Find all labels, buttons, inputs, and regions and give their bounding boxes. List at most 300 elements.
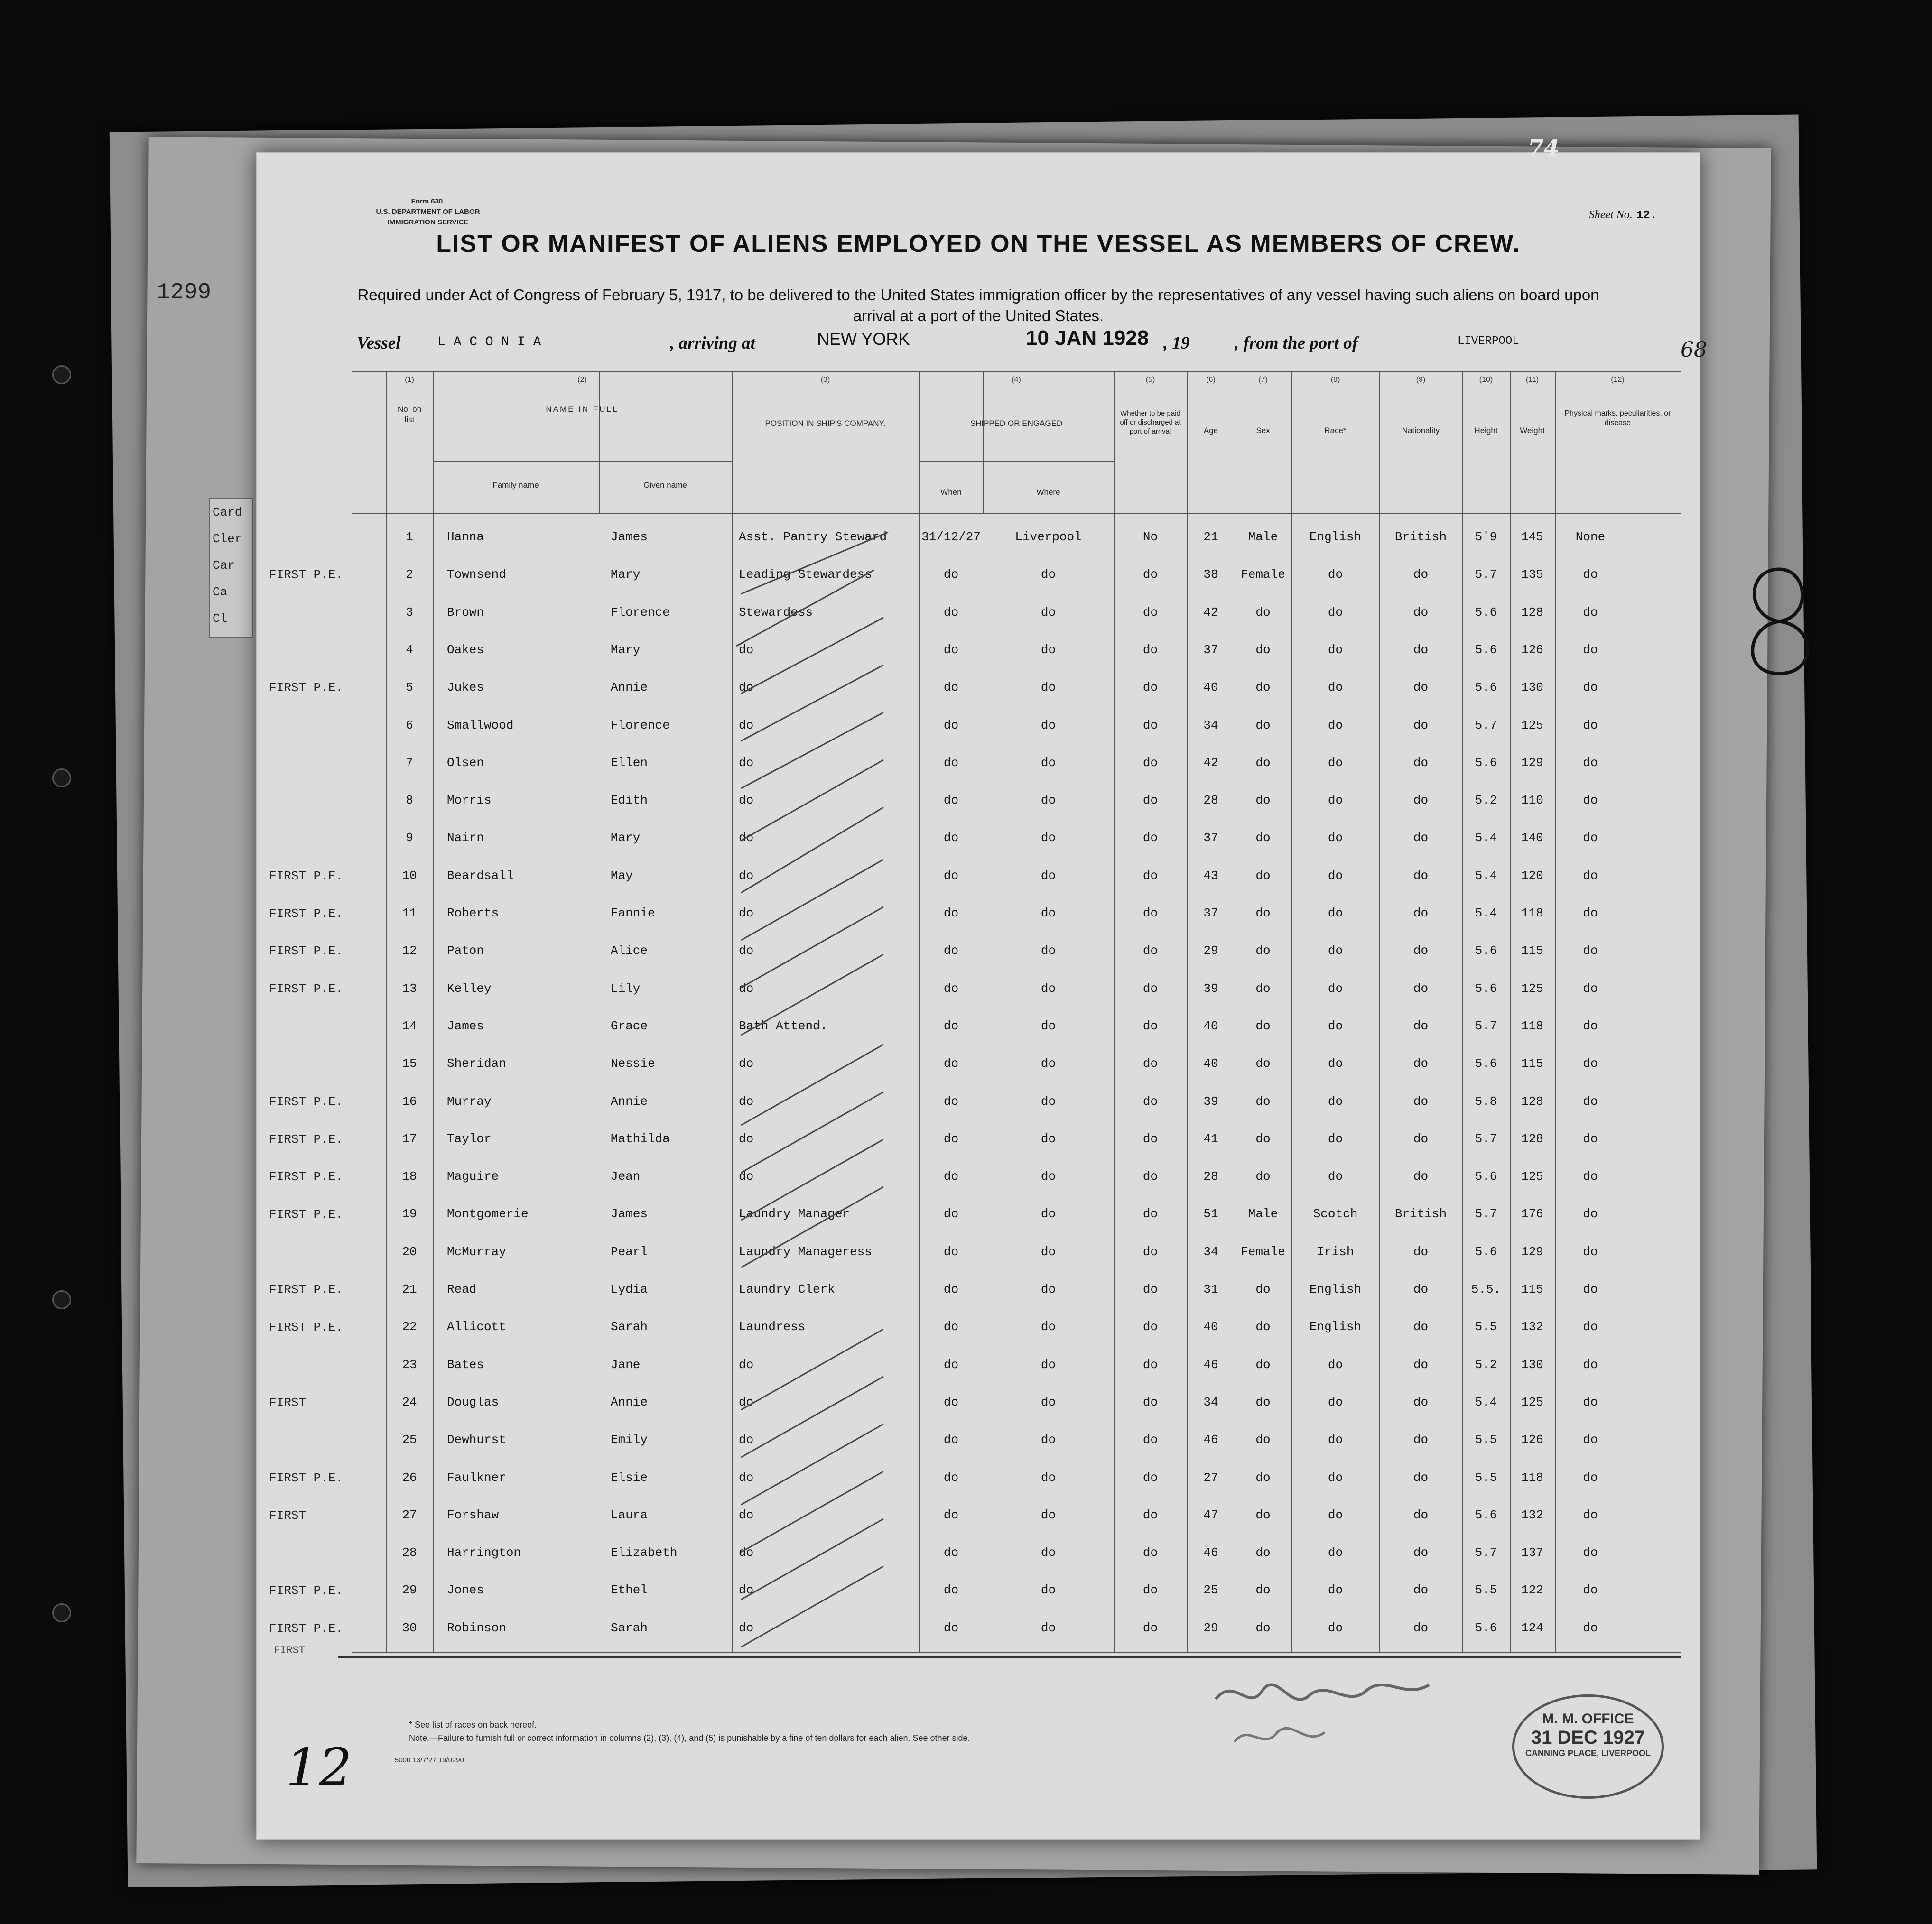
cell-position: Laundress [739, 1320, 806, 1334]
cell-height: 5.6 [1475, 680, 1497, 695]
cell-marks: do [1583, 1131, 1598, 1146]
cell-given: Jean [611, 1169, 641, 1184]
column-header-nationality: Nationality [1402, 426, 1440, 435]
cell-marks: do [1583, 642, 1598, 657]
cell-race: do [1328, 1470, 1343, 1485]
stamp-date: 31 DEC 1927 [1531, 1727, 1645, 1748]
cell-family: Robinson [447, 1620, 506, 1635]
column-header-race: Race* [1324, 426, 1347, 435]
cell-given: Ellen [611, 755, 648, 770]
pencil-stroke [741, 760, 883, 841]
table-rule [919, 461, 1114, 462]
cell-no: 26 [402, 1470, 417, 1485]
cell-height: 5.6 [1475, 1056, 1497, 1071]
cell-nationality: do [1413, 1470, 1429, 1485]
cell-family: Nairn [447, 831, 484, 845]
cell-family: Paton [447, 944, 484, 958]
cell-sex: do [1255, 1433, 1271, 1447]
table-row [352, 706, 1681, 744]
cell-nationality: do [1413, 1620, 1429, 1635]
side-card-label: Ca [213, 585, 228, 599]
cell-race: do [1328, 1056, 1343, 1071]
closing-rule [338, 1656, 1681, 1658]
cell-paid: do [1142, 1018, 1158, 1033]
table-row [269, 1120, 1681, 1158]
cell-marks: do [1583, 981, 1598, 996]
cell-no: 20 [402, 1244, 417, 1259]
cell-marks: do [1583, 1583, 1598, 1598]
cell-marks: do [1583, 755, 1598, 770]
cell-weight: 115 [1521, 944, 1543, 958]
pencil-stroke [741, 907, 883, 988]
binder-hole [52, 365, 71, 384]
cell-sex: do [1255, 605, 1271, 620]
table-row [269, 1157, 1681, 1195]
cell-where: do [1040, 642, 1056, 657]
cell-nationality: do [1413, 1508, 1429, 1522]
margin-first-pe-mark: FIRST P.E. [269, 869, 344, 883]
cell-position: Laundry Clerk [739, 1282, 835, 1296]
cell-paid: do [1142, 1244, 1158, 1259]
cell-no: 18 [402, 1169, 417, 1184]
column-header-when: When [940, 488, 962, 497]
table-row [269, 970, 1681, 1008]
cell-marks: do [1583, 868, 1598, 883]
table-row [269, 1195, 1681, 1233]
column-number: (10) [1479, 376, 1493, 384]
cell-given: Sarah [611, 1620, 648, 1635]
cell-race: do [1328, 680, 1343, 695]
table-row [352, 1346, 1681, 1384]
stamp-office: M. M. OFFICE [1542, 1711, 1634, 1727]
cell-no: 13 [402, 981, 417, 996]
table-row [352, 744, 1681, 782]
cell-when: do [943, 567, 959, 582]
column-number: (4) [1012, 376, 1021, 384]
cell-nationality: do [1413, 906, 1429, 920]
cell-nationality: do [1413, 944, 1429, 958]
cell-no: 14 [402, 1018, 417, 1033]
cell-sex: do [1255, 755, 1271, 770]
cell-given: James [611, 1207, 648, 1221]
cell-family: Jukes [447, 680, 484, 695]
column-number: (9) [1416, 376, 1426, 384]
cell-where: Liverpool [1015, 530, 1082, 544]
cell-family: Brown [447, 605, 484, 620]
table-row [269, 1082, 1681, 1120]
cell-weight: 132 [1521, 1320, 1543, 1334]
cell-given: Florence [611, 718, 670, 732]
cell-family: Harrington [447, 1545, 521, 1560]
cell-given: Annie [611, 1094, 648, 1109]
cell-race: do [1328, 567, 1343, 582]
cell-race: English [1309, 1282, 1362, 1296]
cell-when: do [943, 868, 959, 883]
cell-weight: 128 [1521, 605, 1543, 620]
cell-nationality: do [1413, 755, 1429, 770]
cell-marks: do [1583, 831, 1598, 845]
cell-nationality: do [1413, 1433, 1429, 1447]
cell-when: do [943, 1131, 959, 1146]
cell-when: do [943, 718, 959, 732]
cell-when: do [943, 755, 959, 770]
cell-marks: do [1583, 1470, 1598, 1485]
cell-position: do [739, 642, 754, 657]
column-number: (5) [1145, 376, 1155, 384]
cell-marks: do [1583, 1545, 1598, 1560]
cell-paid: do [1142, 1433, 1158, 1447]
margin-first-pe-mark: FIRST P.E. [269, 944, 344, 959]
cell-position: do [739, 1545, 754, 1560]
cell-weight: 115 [1521, 1282, 1543, 1296]
cell-when: 31/12/27 [921, 530, 981, 544]
cell-family: Forshaw [447, 1508, 499, 1522]
cell-nationality: do [1413, 680, 1429, 695]
vessel-line [357, 326, 1685, 361]
cell-race: do [1328, 831, 1343, 845]
cell-position: do [739, 718, 754, 732]
cell-where: do [1040, 1320, 1056, 1334]
cell-position: Bath Attend. [739, 1018, 828, 1033]
cell-height: 5.4 [1475, 831, 1497, 845]
cell-when: do [943, 680, 959, 695]
from-label: , from the port of [1235, 333, 1358, 353]
cell-position: do [739, 1357, 754, 1372]
cell-age: 21 [1203, 530, 1218, 544]
cell-where: do [1040, 1207, 1056, 1221]
cell-given: Nessie [611, 1056, 655, 1071]
cell-race: do [1328, 1131, 1343, 1146]
pencil-stroke [736, 570, 874, 646]
table-row [269, 1609, 1681, 1647]
cell-no: 15 [402, 1056, 417, 1071]
cell-when: do [943, 944, 959, 958]
cell-sex: do [1255, 718, 1271, 732]
column-number: (11) [1525, 376, 1539, 384]
side-card-label: Cler [213, 532, 242, 546]
cell-paid: do [1142, 1169, 1158, 1184]
signature-stroke [1235, 1728, 1325, 1742]
cell-weight: 130 [1521, 1357, 1543, 1372]
cell-weight: 176 [1521, 1207, 1543, 1221]
side-fragment-number: 1299 [157, 280, 212, 305]
cell-weight: 125 [1521, 718, 1543, 732]
cell-when: do [943, 1207, 959, 1221]
table-row [269, 894, 1681, 932]
cell-no: 1 [406, 530, 413, 544]
cell-paid: do [1142, 1470, 1158, 1485]
cell-where: do [1040, 981, 1056, 996]
cell-marks: do [1583, 944, 1598, 958]
cell-paid: do [1142, 567, 1158, 582]
cell-when: do [943, 1433, 959, 1447]
cell-sex: do [1255, 1545, 1271, 1560]
cell-sex: do [1255, 1094, 1271, 1109]
cell-given: Laura [611, 1508, 648, 1522]
cell-no: 27 [402, 1508, 417, 1522]
column-header-sex: Sex [1256, 426, 1270, 435]
table-row [352, 593, 1681, 631]
cell-age: 34 [1203, 1244, 1218, 1259]
table-rule [352, 1652, 1681, 1653]
pencil-stroke [741, 1139, 883, 1220]
cell-sex: do [1255, 1620, 1271, 1635]
cell-position: do [739, 868, 754, 883]
pencil-stroke [741, 712, 883, 788]
cell-position: do [739, 793, 754, 808]
cell-position: do [739, 680, 754, 695]
cell-marks: do [1583, 1244, 1598, 1259]
cell-height: 5.6 [1475, 605, 1497, 620]
cell-height: 5.8 [1475, 1094, 1497, 1109]
cell-where: do [1040, 1244, 1056, 1259]
cell-nationality: do [1413, 1357, 1429, 1372]
cell-when: do [943, 1395, 959, 1409]
cell-position: Leading Stewardess [739, 567, 872, 582]
cell-no: 19 [402, 1207, 417, 1221]
cell-when: do [943, 793, 959, 808]
side-card-labels [210, 499, 252, 632]
pencil-stroke [741, 1329, 883, 1410]
handwritten-page-number: 74 [1528, 135, 1560, 162]
margin-first-pe-mark: FIRST P.E. [269, 1207, 344, 1222]
column-header-no: No. on list [397, 405, 422, 424]
cell-family: Olsen [447, 755, 484, 770]
margin-first-pe-mark: FIRST P.E. [269, 1583, 344, 1598]
cell-paid: do [1142, 1282, 1158, 1296]
cell-family: Taylor [447, 1131, 492, 1146]
cell-weight: 129 [1521, 755, 1543, 770]
table-row [352, 1233, 1681, 1271]
margin-first-pe-mark: FIRST P.E. [269, 1471, 344, 1485]
cell-position: do [739, 981, 754, 996]
cell-family: Read [447, 1282, 477, 1296]
cell-age: 29 [1203, 1620, 1218, 1635]
cell-given: May [611, 868, 633, 883]
cell-nationality: do [1413, 1131, 1429, 1146]
cell-marks: do [1583, 1433, 1598, 1447]
cell-paid: do [1142, 1207, 1158, 1221]
cell-paid: do [1142, 1583, 1158, 1598]
cell-height: 5.5 [1475, 1583, 1497, 1598]
cell-family: Bates [447, 1357, 484, 1372]
cell-given: Lily [611, 981, 641, 996]
cell-given: James [611, 530, 648, 544]
departure-port: LIVERPOOL [1458, 335, 1519, 348]
cell-family: Allicott [447, 1320, 506, 1334]
cell-given: Mary [611, 567, 641, 582]
pencil-stroke [741, 665, 883, 741]
cell-height: 5.5. [1471, 1282, 1501, 1296]
vessel-name: L A C O N I A [437, 335, 541, 350]
cell-sex: do [1255, 1018, 1271, 1033]
cell-no: 23 [402, 1357, 417, 1372]
binder-hole [52, 768, 71, 787]
cell-paid: do [1142, 1395, 1158, 1409]
cell-height: 5.4 [1475, 1395, 1497, 1409]
cell-family: Sheridan [447, 1056, 506, 1071]
cell-no: 25 [402, 1433, 417, 1447]
cell-weight: 126 [1521, 1433, 1543, 1447]
cell-nationality: do [1413, 793, 1429, 808]
cell-when: do [943, 1508, 959, 1522]
cell-given: Mary [611, 642, 641, 657]
cell-race: do [1328, 1545, 1343, 1560]
margin-first-pe-mark: FIRST P.E. [269, 1094, 344, 1109]
cell-marks: do [1583, 1620, 1598, 1635]
cell-weight: 125 [1521, 1395, 1543, 1409]
cell-given: Sarah [611, 1320, 648, 1334]
cell-paid: do [1142, 1545, 1158, 1560]
pencil-stroke [741, 1566, 883, 1647]
cell-family: Jones [447, 1583, 484, 1598]
cell-given: Mathilda [611, 1131, 670, 1146]
cell-weight: 129 [1521, 1244, 1543, 1259]
cell-nationality: do [1413, 1094, 1429, 1109]
cell-no: 30 [402, 1620, 417, 1635]
cell-race: do [1328, 1094, 1343, 1109]
margin-first-pe-mark: FIRST [269, 1395, 307, 1410]
cell-marks: do [1583, 605, 1598, 620]
cell-where: do [1040, 793, 1056, 808]
cell-height: 5.6 [1475, 642, 1497, 657]
cell-weight: 125 [1521, 1169, 1543, 1184]
pencil-stroke [741, 532, 888, 594]
cell-weight: 115 [1521, 1056, 1543, 1071]
cell-nationality: do [1413, 718, 1429, 732]
cell-given: Grace [611, 1018, 648, 1033]
cell-family: Smallwood [447, 718, 514, 732]
manifest-table [269, 371, 1681, 1652]
cell-where: do [1040, 718, 1056, 732]
cell-nationality: do [1413, 1545, 1429, 1560]
cell-height: 5.7 [1475, 1018, 1497, 1033]
side-card-label: Card [213, 505, 242, 519]
cell-weight: 118 [1521, 1470, 1543, 1485]
cell-paid: do [1142, 1508, 1158, 1522]
table-row [352, 819, 1681, 857]
cell-paid: do [1142, 1056, 1158, 1071]
cell-where: do [1040, 1620, 1056, 1635]
stamp-location: CANNING PLACE, LIVERPOOL [1525, 1748, 1651, 1758]
cell-no: 9 [406, 831, 413, 845]
cell-height: 5.6 [1475, 944, 1497, 958]
cell-race: Scotch [1313, 1207, 1358, 1221]
cell-where: do [1040, 1545, 1056, 1560]
cell-position: do [739, 1395, 754, 1409]
cell-weight: 118 [1521, 1018, 1543, 1033]
binder-hole [52, 1603, 71, 1622]
cell-when: do [943, 1620, 959, 1635]
footnote [409, 1718, 970, 1745]
cell-where: do [1040, 1131, 1056, 1146]
cell-age: 41 [1203, 1131, 1218, 1146]
cell-age: 37 [1203, 642, 1218, 657]
table-row [269, 932, 1681, 970]
cell-no: 6 [406, 718, 413, 732]
cell-sex: do [1255, 1320, 1271, 1334]
cell-weight: 118 [1521, 906, 1543, 920]
cell-position: do [739, 755, 754, 770]
cell-position: do [739, 1583, 754, 1598]
table-row [352, 1007, 1681, 1045]
pencil-stroke [741, 618, 883, 694]
column-number: (3) [820, 376, 830, 384]
cell-paid: do [1142, 755, 1158, 770]
sheet-number [1589, 209, 1657, 222]
cell-paid: do [1142, 1620, 1158, 1635]
cell-sex: Female [1241, 1244, 1285, 1259]
column-number: (7) [1258, 376, 1268, 384]
cell-where: do [1040, 831, 1056, 845]
cell-no: 7 [406, 755, 413, 770]
cell-where: do [1040, 605, 1056, 620]
cell-race: do [1328, 642, 1343, 657]
cell-age: 29 [1203, 944, 1218, 958]
cell-family: McMurray [447, 1244, 506, 1259]
cell-nationality: do [1413, 1583, 1429, 1598]
cell-where: do [1040, 1508, 1056, 1522]
cell-position: do [739, 831, 754, 845]
cell-marks: do [1583, 793, 1598, 808]
cell-height: 5.5 [1475, 1433, 1497, 1447]
arrival-port: NEW YORK [817, 329, 910, 349]
pencil-stroke-group [736, 532, 888, 1647]
cell-given: Lydia [611, 1282, 648, 1296]
cell-sex: do [1255, 1131, 1271, 1146]
cell-race: do [1328, 718, 1343, 732]
cell-family: Townsend [447, 567, 506, 582]
department-name: U.S. DEPARTMENT OF LABOR [376, 208, 480, 216]
cell-marks: do [1583, 1094, 1598, 1109]
cell-paid: No [1142, 530, 1158, 544]
column-number: (6) [1206, 376, 1216, 384]
cell-family: Douglas [447, 1395, 499, 1409]
sheet-number-value: 12. [1636, 209, 1657, 222]
cell-race: do [1328, 906, 1343, 920]
cell-marks: do [1583, 1282, 1598, 1296]
cell-nationality: do [1413, 1282, 1429, 1296]
cell-age: 42 [1203, 755, 1218, 770]
cell-weight: 110 [1521, 793, 1543, 808]
cell-when: do [943, 981, 959, 996]
cell-given: Fannie [611, 906, 655, 920]
cell-family: Maguire [447, 1169, 499, 1184]
cell-age: 39 [1203, 981, 1218, 996]
pencil-stroke [741, 1377, 883, 1457]
cell-race: do [1328, 1620, 1343, 1635]
cell-age: 46 [1203, 1357, 1218, 1372]
cell-given: Ethel [611, 1583, 648, 1598]
margin-first-pe-mark: FIRST P.E. [269, 1283, 344, 1297]
cell-paid: do [1142, 944, 1158, 958]
cell-no: 8 [406, 793, 413, 808]
cell-paid: do [1142, 906, 1158, 920]
table-row [269, 1383, 1681, 1421]
footnote-penalty: Note.—Failure to furnish full or correct information in columns (2), (3), (4), and (5) is punishable by a fine of ten dollars for each alien. See other side. [409, 1733, 970, 1743]
cell-marks: do [1583, 1056, 1598, 1071]
cell-when: do [943, 1094, 959, 1109]
margin-first-pe-mark: FIRST P.E. [269, 681, 344, 695]
arriving-label: , arriving at [670, 333, 755, 353]
cell-marks: do [1583, 1320, 1598, 1334]
cell-paid: do [1142, 718, 1158, 732]
margin-first-pe-mark: FIRST P.E. [269, 1621, 344, 1636]
cell-paid: do [1142, 1357, 1158, 1372]
cell-height: 5.7 [1475, 718, 1497, 732]
form-number: Form 630. [411, 197, 445, 205]
cell-height: 5.7 [1475, 1131, 1497, 1146]
